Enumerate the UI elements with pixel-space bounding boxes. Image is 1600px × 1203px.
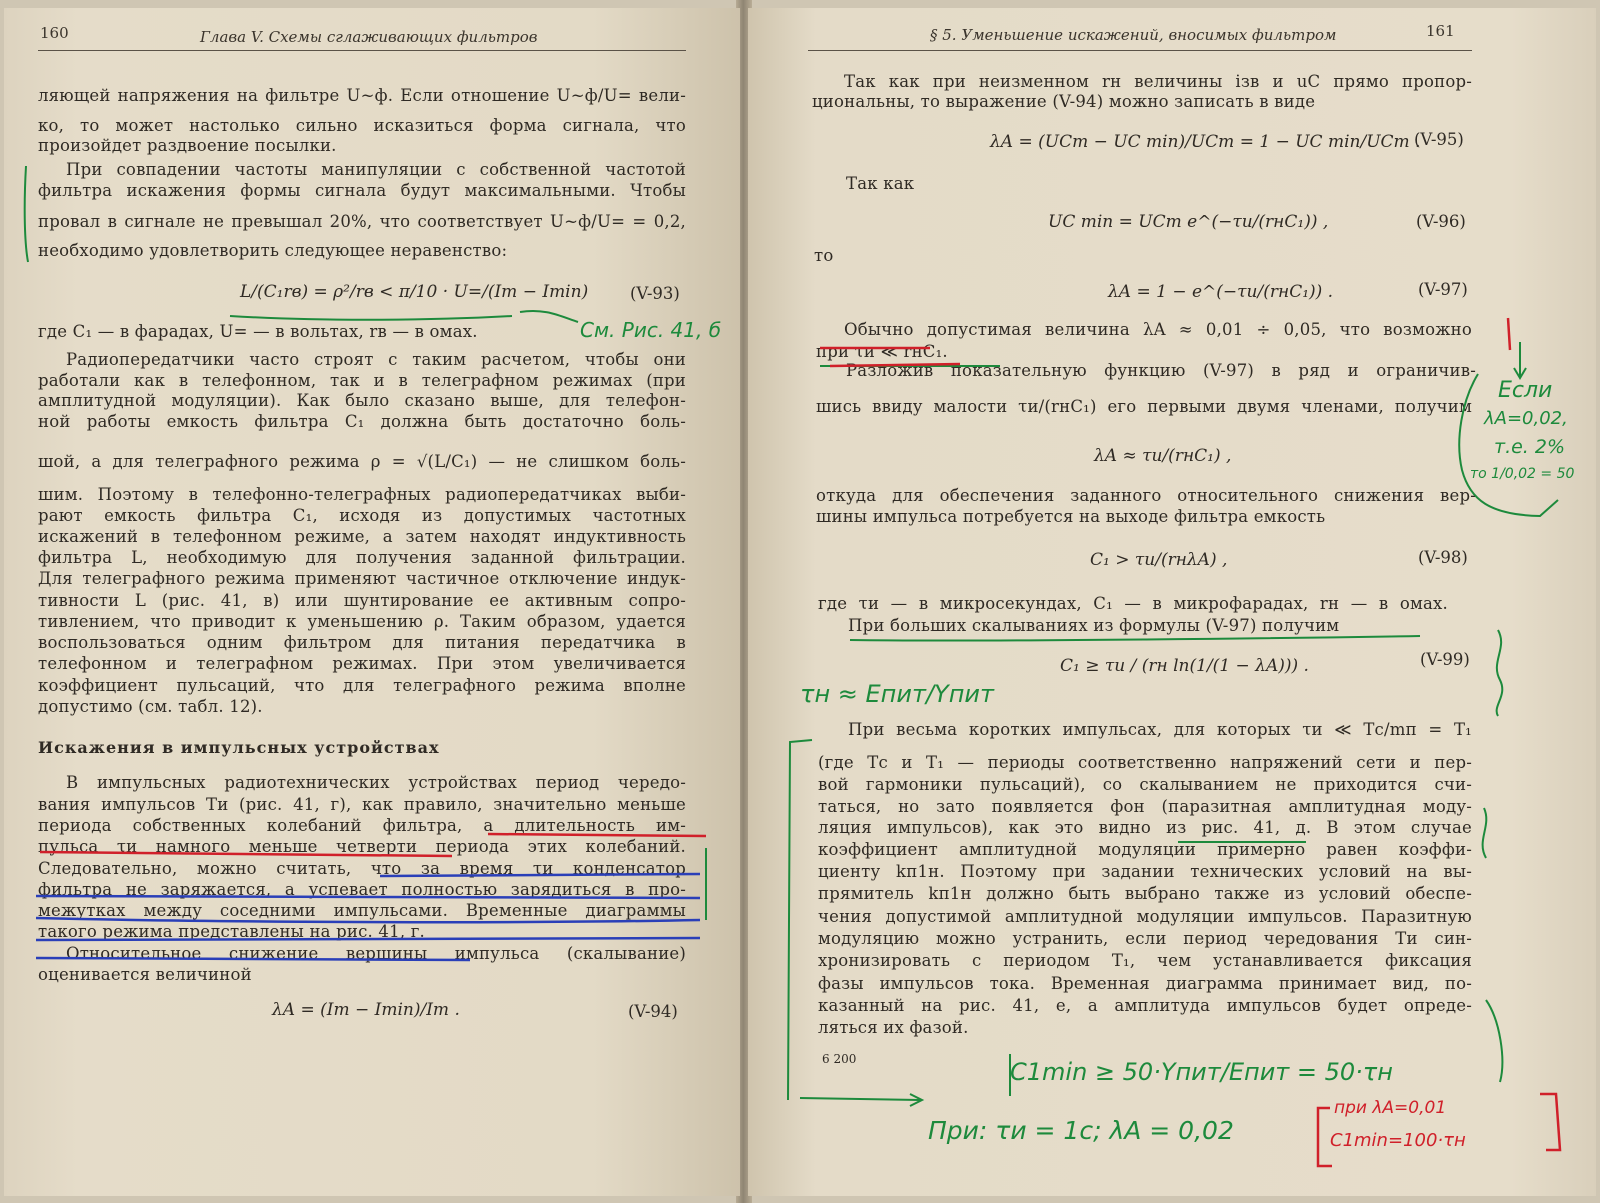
equation-v97: λA = 1 − e^(−τи/(rнC₁)) . xyxy=(1108,282,1334,302)
left-line: ляющей напряжения на фильтре U~ф. Если отношение U~ф/U= вели- xyxy=(38,86,686,105)
equation-approx: λA ≈ τи/(rнC₁) , xyxy=(1094,446,1232,466)
section-heading: Искажения в импульсных устройствах xyxy=(38,738,440,757)
left-line: пульса τи намного меньше четверти периода этих колебаний. xyxy=(38,837,686,856)
left-line: фильтра не заряжается, а успевает полностью зарядиться в про- xyxy=(38,880,686,899)
equation-v99-number: (V-99) xyxy=(1420,650,1470,669)
left-line: Для телеграфного режима применяют частичное отключение индук- xyxy=(38,569,686,588)
left-line: тивности L (рис. 41, в) или шунтирование ее активным сопро- xyxy=(38,591,686,610)
left-line: тивлением, что приводит к уменьшению ρ. Таким образом, удается xyxy=(38,612,686,631)
left-line: амплитудной модуляции). Как было сказано выше, для телефон- xyxy=(38,391,686,410)
right-section-title: § 5. Уменьшение искажений, вносимых фильтром xyxy=(930,26,1337,44)
left-line: периода собственных колебаний фильтра, а длительность им- xyxy=(38,816,686,835)
left-line: телефонном и телеграфном режимах. При этом увеличивается xyxy=(38,654,686,673)
right-line: При больших скалываниях из формулы (V-97) получим xyxy=(848,616,1340,635)
equation-v95-number: (V-95) xyxy=(1414,130,1464,149)
left-line: оценивается величиной xyxy=(38,965,252,984)
equation-v96: UC min = UCm e^(−τи/(rнC₁)) , xyxy=(1048,212,1329,232)
left-page-number: 160 xyxy=(40,24,69,42)
handwritten-note-see-fig: См. Рис. 41, б xyxy=(580,318,722,342)
left-header-rule xyxy=(38,50,686,51)
right-line: ляция импульсов), как это видно из рис. 41, д. В этом случае xyxy=(818,818,1472,837)
left-line: работали как в телефонном, так и в телеграфном режимах (при xyxy=(38,371,686,390)
handwritten-note-esli-1: λA=0,02, xyxy=(1484,408,1568,429)
left-line: При совпадении частоты манипуляции с собственной частотой xyxy=(66,160,686,179)
left-line: межутках между соседними импульсами. Временные диаграммы xyxy=(38,901,686,920)
right-line: циональны, то выражение (V-94) можно записать в виде xyxy=(812,92,1316,111)
equation-v94-number: (V-94) xyxy=(628,1002,678,1021)
left-line: шим. Поэтому в телефонно-телеграфных радиопередатчиках выби- xyxy=(38,485,686,504)
right-line: При весьма коротких импульсах, для которых τи ≪ Tс/mп = T₁ xyxy=(848,720,1472,739)
left-line: В импульсных радиотехнических устройствах период чередо- xyxy=(66,773,686,792)
equation-v94: λA = (Im − Imin)/Im . xyxy=(272,1000,460,1020)
right-line: то xyxy=(814,246,834,265)
right-line: при τи ≪ rнC₁. xyxy=(816,342,948,361)
right-line: откуда для обеспечения заданного относительного снижения вер- xyxy=(816,486,1476,505)
right-line: Так как xyxy=(846,174,915,193)
right-line: Разложив показательную функцию (V-97) в ряд и ограничив- xyxy=(846,361,1476,380)
handwritten-note-tau: τн ≈ Eпит/Yпит xyxy=(800,680,994,708)
left-line: допустимо (см. табл. 12). xyxy=(38,697,263,716)
left-line: необходимо удовлетворить следующее неравенство: xyxy=(38,241,508,260)
handwritten-red-note-0: при λA=0,01 xyxy=(1334,1098,1447,1118)
equation-v95: λA = (UCm − UC min)/UCm = 1 − UC min/UCm . xyxy=(990,132,1421,152)
right-line: прямитель kп1н должно быть выбрано также из условий обеспе- xyxy=(818,884,1472,903)
left-line: вания импульсов Tи (рис. 41, г), как правило, значительно меньше xyxy=(38,795,686,814)
handwritten-note-pri: При: τи = 1с; λA = 0,02 xyxy=(928,1116,1234,1145)
left-line: провал в сигнале не превышал 20%, что соответствует U~ф/U= = 0,2, xyxy=(38,212,686,231)
handwritten-note-esli-2: т.е. 2% xyxy=(1494,436,1566,458)
right-line: вой гармоники пульсаций), со скалыванием не приходится счи- xyxy=(818,775,1472,794)
equation-v93: L/(C₁rв) = ρ²/rв < π/10 · U=/(Im − Imin) xyxy=(240,282,589,302)
handwritten-note-cmin: C1min ≥ 50·Yпит/Eпит = 50·τн xyxy=(1010,1058,1393,1086)
right-line: таться, но зато появляется фон (паразитная амплитудная моду- xyxy=(818,797,1472,816)
right-line: шины импульса потребуется на выходе фильтра емкость xyxy=(816,507,1326,526)
left-line: коэффициент пульсаций, что для телеграфного режима вполне xyxy=(38,676,686,695)
left-line: Радиопередатчики часто строят с таким расчетом, чтобы они xyxy=(66,350,686,369)
equation-v96-number: (V-96) xyxy=(1416,212,1466,231)
right-line: Обычно допустимая величина λA ≈ 0,01 ÷ 0,05, что возможно xyxy=(844,320,1472,339)
left-line: искажений в телефонном режиме, а затем находят индуктивность xyxy=(38,527,686,546)
left-line: произойдет раздвоение посылки. xyxy=(38,136,337,155)
handwritten-note-esli-0: Если xyxy=(1498,378,1553,403)
left-line: Следовательно, можно считать, что за время τи конденсатор xyxy=(38,859,686,878)
left-chapter-title: Глава V. Схемы сглаживающих фильтров xyxy=(200,28,538,46)
left-line: ной работы емкость фильтра C₁ должна быть достаточно боль- xyxy=(38,412,686,431)
right-line: коэффициент амплитудной модуляции примерно равен коэффи- xyxy=(818,840,1472,859)
right-line: (где Tс и T₁ — периоды соответственно напряжений сети и пер- xyxy=(818,753,1472,772)
right-line: циенту kп1н. Поэтому при задании технических условий на вы- xyxy=(818,862,1472,881)
equation-v99: C₁ ≥ τи / (rн ln(1/(1 − λA))) . xyxy=(1060,656,1309,676)
left-line: Относительное снижение вершины импульса (скалывание) xyxy=(66,944,686,963)
left-line: шой, а для телеграфного режима ρ = √(L/C₁) — не слишком боль- xyxy=(38,452,686,471)
left-line: рают емкость фильтра C₁, исходя из допустимых частотных xyxy=(38,506,686,525)
right-page-number: 161 xyxy=(1426,22,1455,40)
right-line: где τи — в микросекундах, C₁ — в микрофарадах, rн — в омах. xyxy=(818,594,1448,613)
left-line: воспользоваться одним фильтром для питания передатчика в xyxy=(38,633,686,652)
right-line: хронизировать с периодом T₁, чем устанавливается фиксация xyxy=(818,951,1472,970)
equation-v93-number: (V-93) xyxy=(630,284,680,303)
right-line: чения допустимой амплитудной модуляции импульсов. Паразитную xyxy=(818,907,1472,926)
right-header-rule xyxy=(808,50,1472,51)
left-line: ко, то может настолько сильно исказиться форма сигнала, что xyxy=(38,116,686,135)
equation-v98: C₁ > τи/(rнλA) , xyxy=(1090,550,1228,570)
left-line: фильтра L, необходимую для получения заданной фильтрации. xyxy=(38,548,686,567)
left-line: такого режима представлены на рис. 41, г. xyxy=(38,922,425,941)
equation-v97-number: (V-97) xyxy=(1418,280,1468,299)
signature-footer: 6 200 xyxy=(822,1052,857,1066)
handwritten-red-note-1: C1min=100·τн xyxy=(1330,1130,1466,1151)
right-line: фазы импульсов тока. Временная диаграмма принимает вид, по- xyxy=(818,974,1472,993)
right-line: шись ввиду малости τи/(rнC₁) его первыми двумя членами, получим xyxy=(816,397,1472,416)
right-line: модуляцию можно устранить, если период чередования Tи син- xyxy=(818,929,1472,948)
handwritten-note-esli-3: то 1/0,02 = 50 xyxy=(1470,466,1575,482)
left-line: где C₁ — в фарадах, U= — в вольтах, rв — в омах. xyxy=(38,322,478,341)
left-line: фильтра искажения формы сигнала будут максимальными. Чтобы xyxy=(38,181,686,200)
right-line: ляться их фазой. xyxy=(818,1018,969,1037)
equation-v98-number: (V-98) xyxy=(1418,548,1468,567)
right-line: Так как при неизменном rн величины iзв и uC прямо пропор- xyxy=(844,72,1472,91)
right-line: казанный на рис. 41, е, а амплитуда импульсов будет опреде- xyxy=(818,996,1472,1015)
